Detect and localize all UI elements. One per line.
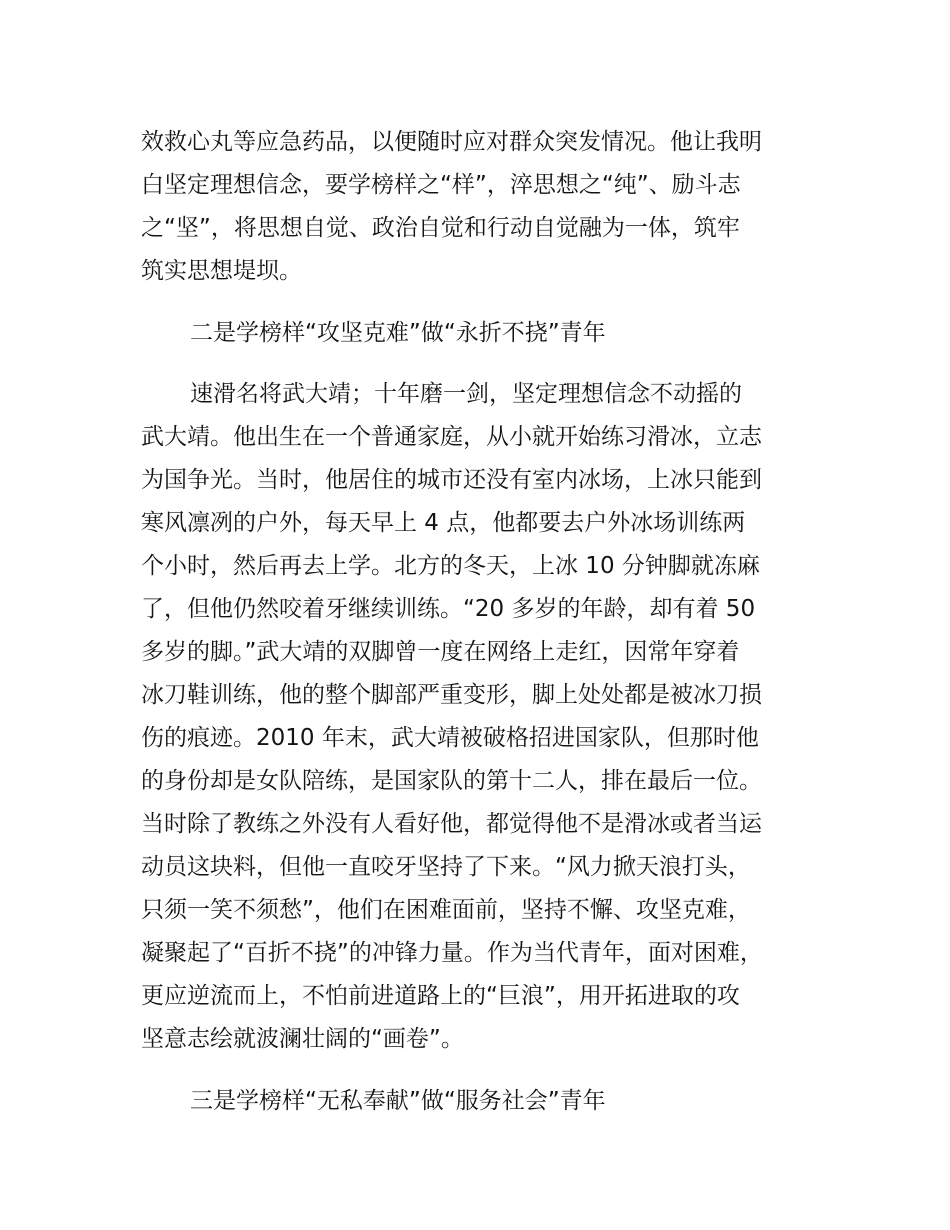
paragraph-3-line-2: 武大靖。他出生在一个普通家庭，从小就开始练习滑冰，立志 [141,424,762,450]
paragraph-1-line-1: 效救心丸等应急药品，以便随时应对群众突发情况。他让我明 [141,129,762,155]
paragraph-1-line-3: 之“坚”，将思想自觉、政治自觉和行动自觉融为一体，筑牢 [141,215,740,241]
paragraph-3-line-13: 只须一笑不须愁”，他们在困难面前，坚持不懈、攻坚克难， [141,897,751,923]
section-heading-3: 三是学榜样“无私奉献”做“服务社会”青年 [190,1088,606,1114]
paragraph-3-line-3: 为国争光。当时，他居住的城市还没有室内冰场，上冰只能到 [141,467,762,493]
paragraph-3-line-7: 多岁的脚。”武大靖的双脚曾一度在网络上走红，因常年穿着 [141,639,740,665]
paragraph-3-line-4: 寒风凛冽的户外，每天早上 4 点，他都要去户外冰场训练两 [141,510,746,536]
paragraph-3-line-12: 动员这块料，但他一直咬牙坚持了下来。“风力掀天浪打头， [141,854,751,880]
paragraph-3-line-14: 凝聚起了“百折不挠”的冲锋力量。作为当代青年，面对困难， [141,940,763,966]
section-heading-2: 二是学榜样“攻坚克难”做“永折不挠”青年 [190,320,606,346]
paragraph-3-line-9: 伤的痕迹。2010 年末，武大靖被破格招进国家队，但那时他 [141,725,759,751]
paragraph-3-line-8: 冰刀鞋训练，他的整个脚部严重变形，脚上处处都是被冰刀损 [141,682,762,708]
paragraph-3-line-10: 的身份却是女队陪练，是国家队的第十二人，排在最后一位。 [141,768,762,794]
paragraph-3-line-1: 速滑名将武大靖；十年磨一剑，坚定理想信念不动摇的 [190,381,742,407]
paragraph-1-line-2: 白坚定理想信念，要学榜样之“样”，淬思想之“纯”、励斗志 [141,172,741,198]
paragraph-3-line-15: 更应逆流而上，不怕前进道路上的“巨浪”，用开拓进取的攻 [141,983,740,1009]
paragraph-1-line-4: 筑实思想堤坝。 [141,258,302,284]
paragraph-3-line-11: 当时除了教练之外没有人看好他，都觉得他不是滑冰或者当运 [141,811,762,837]
paragraph-3-line-5: 个小时，然后再去上学。北方的冬天，上冰 10 分钟脚就冻麻 [141,553,760,579]
paragraph-3-line-16: 坚意志绘就波澜壮阔的“画卷”。 [141,1026,464,1052]
paragraph-3-line-6: 了，但他仍然咬着牙继续训练。“20 多岁的年龄，却有着 50 [141,596,756,622]
